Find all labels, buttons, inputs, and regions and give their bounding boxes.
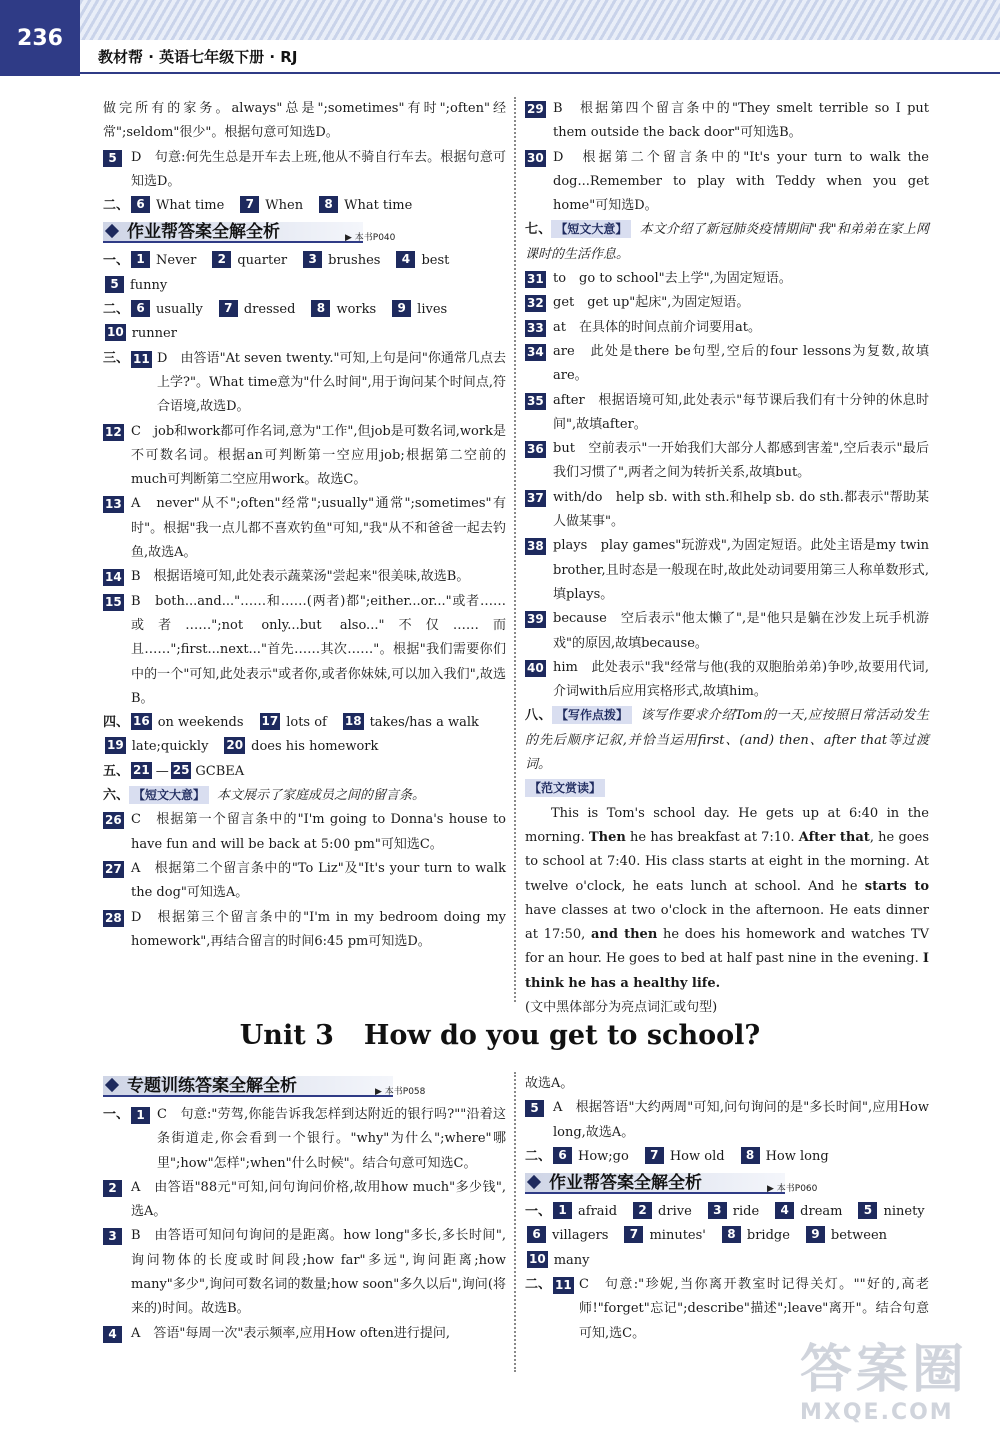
section-bar — [525, 1171, 929, 1196]
answer-word: runner — [131, 326, 177, 342]
bar-title: 作业帮答案全解全析 — [549, 1173, 702, 1194]
fill-answer — [222, 735, 386, 759]
answer-text: A 根据答语"大约两周"可知,问句询问的是"多长时间",应用How long,故选A。 — [553, 1100, 929, 1140]
answer-text: B both...and..."……和……(两者)都";either...or..."或者……或者……";not only...but also..."不仅……而且……";first...next..."首先……其次……"。根据"我们需要你们中的一个"可知,此处表示"或者你,或者你妹妹,可以加入我们",故选B。 — [131, 593, 506, 706]
question-number: 20 — [226, 738, 244, 753]
fill-row — [525, 1145, 929, 1169]
left-column-top — [103, 97, 506, 954]
fill-answer — [238, 194, 311, 218]
question-number: 6 — [553, 1147, 572, 1164]
fill-answer — [301, 249, 388, 273]
question-number: 5 — [103, 150, 122, 167]
answer-item — [525, 656, 929, 705]
question-number: 8 — [319, 196, 338, 213]
bar-title: 专题训练答案全解全析 — [127, 1076, 297, 1096]
question-number: 1 — [131, 1107, 150, 1124]
highlight-phrase: After that — [798, 829, 870, 845]
column-divider-bottom — [514, 1072, 516, 1372]
essay-heading — [525, 777, 929, 801]
answer-item — [103, 906, 506, 955]
question-number: 2 — [212, 251, 231, 268]
fill-row — [103, 194, 506, 218]
question-number: 13 — [105, 497, 122, 512]
summary-tag: 【短文大意】 — [551, 220, 631, 238]
answer-item — [103, 97, 506, 146]
question-number: 39 — [527, 612, 544, 627]
answer-word: villagers — [552, 1228, 609, 1244]
question-number: 11 — [555, 1278, 572, 1293]
fill-answer — [129, 711, 252, 735]
summary-text: 本文展示了家庭成员之间的留言条。 — [217, 788, 426, 804]
answer-word: best — [421, 253, 450, 269]
answer-item — [525, 291, 929, 315]
question-number: 40 — [527, 660, 544, 675]
fill-answer — [129, 249, 204, 273]
summary-tag: 【短文大意】 — [129, 786, 209, 804]
answer-word: ride — [732, 1204, 760, 1220]
answer-word: drive — [658, 1204, 692, 1220]
answer-word: How long — [765, 1148, 829, 1164]
right-column-top — [525, 97, 929, 1020]
book-title: 教材帮 · 英语七年级下册 · RJ — [98, 48, 298, 66]
answer-item — [103, 857, 506, 906]
bar-ref: ▶ 本书P040 — [345, 233, 396, 244]
answer-word: ninety — [883, 1204, 925, 1220]
question-number: 1 — [553, 1202, 572, 1219]
question-number: 8 — [741, 1147, 760, 1164]
answer-item — [103, 1103, 506, 1176]
question-number: 4 — [396, 251, 415, 268]
answer-word: bridge — [746, 1228, 790, 1244]
section-number: 四、 — [103, 715, 130, 731]
fill-row — [103, 298, 506, 322]
fill-answer — [394, 249, 457, 273]
answer-word: dressed — [243, 302, 296, 318]
answer-word: What time — [156, 198, 225, 214]
answer-item — [525, 1096, 929, 1145]
answer-item — [525, 97, 929, 146]
question-number: 37 — [527, 490, 544, 505]
highlight-phrase: Then — [588, 829, 626, 845]
answer-item — [103, 492, 506, 565]
answer-word: GCBEA — [195, 763, 245, 779]
section-number: 七、 — [525, 222, 552, 238]
fill-answer — [309, 298, 384, 322]
highlight-phrase: I think he has a healthy life. — [525, 951, 929, 991]
answer-word: funny — [130, 277, 168, 293]
question-number: 3 — [303, 251, 322, 268]
answer-text: C 句意:"劳驾,你能告诉我怎样到达附近的银行吗?""沿着这条街道走,你会看到一个银行。"why"为什么";where"哪里";how"怎样";when"什么时候"。结合句意可知选C。 — [157, 1107, 506, 1171]
highlight-phrase: starts to — [864, 878, 929, 894]
answer-word: quarter — [237, 253, 288, 269]
header-decoration — [80, 0, 1000, 40]
writing-guide-text: 该写作要求介绍Tom的一天,应按照日常活动发生的先后顺序记叙,并恰当运用first、(and) then、after that等过渡词。 — [525, 708, 929, 773]
answer-item — [103, 565, 506, 589]
essay-text: , he goes to school at 7:40. His class starts at eight in the morning. At twelve o'clock, he eats lunch at school. And he — [525, 829, 929, 894]
answer-item — [525, 607, 929, 656]
question-number: 4 — [103, 1326, 122, 1343]
answer-item — [103, 420, 506, 493]
answer-text: C 根据第一个留言条中的"I'm going to Donna's house to have fun and will be back at 5:00 pm"可知选C。 — [131, 812, 506, 852]
question-number: 31 — [527, 272, 544, 287]
header-rule — [80, 72, 1000, 74]
fill-answer — [706, 1200, 767, 1224]
answer-text: D 根据第三个留言条中的"I'm in my bedroom doing my homework",再结合留言的时间6:45 pm可知选D。 — [131, 909, 506, 949]
passage-summary — [103, 784, 506, 808]
answer-word: brushes — [328, 253, 381, 269]
essay-tag: 【范文赏读】 — [525, 779, 605, 797]
fill-answer — [129, 298, 211, 322]
fill-answer — [551, 1145, 637, 1169]
essay-text: This is Tom's school day. He gets up at 6:40 in the morning. — [525, 805, 929, 845]
question-number: 28 — [105, 910, 122, 925]
question-number: 5 — [858, 1202, 877, 1219]
question-number: 34 — [527, 344, 544, 359]
question-number: 7 — [624, 1226, 643, 1243]
question-number: 35 — [527, 393, 544, 408]
essay-note: (文中黑体部分为亮点词汇或句型) — [525, 999, 718, 1015]
fill-answer — [804, 1224, 895, 1248]
unit-heading: How do you get to school? — [363, 1020, 761, 1051]
question-number: 2 — [103, 1180, 122, 1197]
answer-item — [103, 347, 506, 420]
section-number: 一、 — [525, 1204, 552, 1220]
unit-title — [0, 1020, 1000, 1051]
answer-word: late;quickly — [131, 739, 209, 755]
answer-text: but 空前表示"一开始我们大部分人都感到害羞",空后表示"最后我们习惯了",两者之间为转折关系,故填but。 — [553, 441, 929, 481]
section-number: 二、 — [525, 1277, 552, 1293]
answer-item — [103, 1176, 506, 1225]
question-number: 6 — [131, 300, 150, 317]
fill-answer — [103, 274, 175, 298]
answer-text: A 根据第二个留言条中的"To Liz"及"It's your turn to walk the dog"可知选A。 — [131, 860, 506, 901]
highlight-phrase: and then — [591, 927, 658, 943]
answer-word: takes/has a walk — [369, 715, 479, 731]
answer-word: works — [336, 302, 377, 318]
question-number: 16 — [133, 714, 150, 729]
fill-row — [103, 249, 506, 273]
answer-item — [525, 1072, 929, 1096]
section-number: 三、 — [103, 350, 130, 366]
question-number: 17 — [261, 714, 279, 729]
answer-text: get get up"起床",为固定短语。 — [553, 295, 750, 311]
question-number: 7 — [645, 1147, 664, 1164]
answer-text: with/do help sb. with sth.和help sb. do sth.都表示"帮助某人做某事"。 — [553, 489, 929, 530]
section-bar — [103, 220, 506, 245]
fill-answer — [525, 1224, 616, 1248]
answer-item — [525, 340, 929, 389]
answer-text: D 由答语"At seven twenty."可知,上句是问"你通常几点去上学?"。What time意为"什么时间",用于询问某个时间点,符合语境,故选D。 — [157, 350, 506, 415]
question-number: 12 — [105, 424, 122, 439]
fill-answer — [258, 711, 335, 735]
answer-word: How;go — [578, 1148, 629, 1164]
answer-text: at 在具体的时间点前介词要用at。 — [553, 319, 761, 335]
answer-item — [103, 146, 506, 195]
answer-item — [525, 267, 929, 291]
answer-item — [525, 146, 929, 219]
fill-answer — [103, 322, 185, 346]
question-number: 7 — [240, 196, 259, 213]
question-number: 14 — [105, 570, 122, 585]
answer-word: between — [830, 1228, 888, 1244]
question-number: 30 — [527, 150, 544, 165]
writing-guide — [525, 704, 929, 777]
section-number: 二、 — [103, 302, 130, 318]
answer-word: Never — [156, 253, 197, 269]
answer-item — [103, 808, 506, 857]
answer-text: C job和work都可作名词,意为"工作",但job是可数名词,work是不可数名词。根据an可判断第一空应用job;根据第二空前的much可判断第二空应用work。故选C。 — [131, 423, 506, 488]
fill-answer — [773, 1200, 850, 1224]
bar-ref: ▶ 本书P060 — [767, 1184, 818, 1195]
section-number: 一、 — [103, 253, 130, 269]
answer-word: many — [553, 1252, 590, 1268]
summary-text: 本文介绍了新冠肺炎疫情期间"我"和弟弟在家上网课时的生活作息。 — [525, 222, 929, 262]
essay-text: he has breakfast at 7:10. — [625, 829, 799, 845]
section-number: 八、 — [525, 708, 552, 724]
question-number: 2 — [633, 1202, 652, 1219]
left-column-bottom — [103, 1072, 506, 1346]
question-number: 5 — [105, 276, 124, 293]
question-number: 15 — [105, 594, 122, 609]
question-number: 3 — [103, 1228, 122, 1245]
fill-row — [103, 711, 506, 735]
fill-answer — [210, 249, 295, 273]
answer-text: are 此处是there be句型,空后的four lessons为复数,故填are。 — [553, 343, 929, 384]
question-number: 8 — [722, 1226, 741, 1243]
fill-answer — [631, 1200, 700, 1224]
bar-title: 作业帮答案全解全析 — [127, 222, 280, 243]
question-number: 5 — [525, 1100, 544, 1117]
question-number: 10 — [529, 1251, 546, 1266]
question-number: 10 — [107, 325, 124, 340]
right-column-bottom — [525, 1072, 929, 1346]
fill-row-range — [103, 760, 506, 784]
question-number: 9 — [392, 300, 411, 317]
question-number: 7 — [219, 300, 238, 317]
answer-word: When — [265, 198, 304, 214]
answer-item — [525, 1273, 929, 1346]
answer-word: What time — [344, 198, 413, 214]
bar-ref: ▶ 本书P058 — [375, 1087, 426, 1097]
answer-word: on weekends — [157, 715, 244, 731]
fill-row — [103, 322, 506, 346]
model-essay — [525, 802, 929, 996]
fill-answer — [525, 1249, 598, 1273]
question-number: 32 — [527, 296, 544, 311]
answer-word: does his homework — [251, 739, 379, 755]
section-number: 六、 — [103, 788, 130, 804]
question-number: 25 — [172, 762, 190, 777]
essay-text: have classes at two o'clock in the afternoon. He eats dinner at 17:50, — [525, 902, 929, 943]
fill-answer — [103, 735, 216, 759]
answer-word: afraid — [578, 1204, 618, 1220]
question-number: 38 — [527, 539, 544, 554]
range-dash: — — [155, 763, 169, 779]
watermark-url: MXQE.COM — [800, 1400, 954, 1425]
page-number: 236 — [0, 0, 80, 76]
answer-text: C 句意:"珍妮,当你离开教室时记得关灯。""好的,高老师!"forget"忘记";describe"描述";leave"离开"。结合句意可知,选C。 — [579, 1277, 929, 1341]
answer-word: How old — [669, 1148, 725, 1164]
answer-item — [525, 316, 929, 340]
question-number: 8 — [311, 300, 330, 317]
passage-summary — [525, 218, 929, 267]
question-number: 19 — [107, 738, 124, 753]
section-number: 二、 — [103, 198, 130, 214]
answer-text: A 答语"每周一次"表示频率,应用How often进行提问, — [131, 1325, 450, 1341]
fill-answer — [856, 1200, 932, 1224]
fill-answer — [622, 1224, 713, 1248]
answer-item — [525, 486, 929, 535]
question-number: 21 — [133, 762, 150, 777]
page-header — [0, 0, 1000, 76]
section-number: 五、 — [103, 763, 130, 779]
answer-text: after 根据语境可知,此处表示"每节课后我们有十分钟的休息时间",故填after。 — [553, 392, 929, 432]
question-number: 26 — [105, 813, 122, 828]
fill-row — [525, 1200, 929, 1224]
answer-item — [103, 1224, 506, 1321]
question-number: 6 — [131, 196, 150, 213]
answer-text: B 根据语境可知,此处表示蔬菜汤"尝起来"很美味,故选B。 — [131, 569, 470, 585]
answer-text: D 句意:何先生总是开车去上班,他从不骑自行车去。根据句意可知选D。 — [131, 149, 506, 189]
fill-row — [525, 1224, 929, 1248]
section-number: 一、 — [103, 1107, 130, 1122]
fill-answer — [643, 1145, 733, 1169]
watermark-text: 答案圈 — [800, 1340, 969, 1400]
column-divider-top — [514, 97, 516, 1002]
answer-item — [525, 389, 929, 438]
answer-text: 做完所有的家务。always"总是";sometimes"有时";often"经常";seldom"很少"。根据句意可知选D。 — [103, 101, 506, 141]
fill-answer — [317, 194, 420, 218]
fill-row — [103, 735, 506, 759]
answer-text: A 由答语"88元"可知,问句询问价格,故用how much"多少钱",选A。 — [131, 1179, 506, 1220]
answer-item — [103, 590, 506, 711]
question-number: 11 — [133, 351, 150, 366]
fill-answer — [217, 298, 304, 322]
answer-text: D 根据第二个留言条中的"It's your turn to walk the dog...Remember to play with Teddy when you get home"可知选D。 — [553, 149, 929, 214]
fill-row — [103, 274, 506, 298]
answer-text: 故选A。 — [525, 1076, 574, 1091]
answer-text: because 空后表示"他太懒了",是"他只是躺在沙发上玩手机游戏"的原因,故填because。 — [553, 611, 929, 651]
answer-item — [525, 534, 929, 607]
fill-answer — [390, 298, 455, 322]
question-number: 18 — [344, 714, 362, 729]
answer-word: usually — [156, 302, 203, 318]
question-number: 27 — [105, 861, 122, 876]
fill-row — [525, 1249, 929, 1273]
fill-answer — [341, 711, 487, 735]
answer-text: A never"从不";often"经常";usually"通常";sometimes"有时"。根据"我一点儿都不喜欢钓鱼"可知,"我"从不和爸爸一起去钓鱼,故选A。 — [131, 496, 506, 561]
section-bar — [103, 1074, 506, 1099]
watermark-logo — [800, 1340, 990, 1440]
answer-text: B 由答语可知问句询问的是距离。how long"多长,多长时间",询问物体的长度或时间段;how far"多远",询问距离;how many"多少",询问可数名词的数量;how soon"多久以后",询问(将来的)时间。故选B。 — [131, 1228, 506, 1317]
answer-word: lots of — [286, 715, 327, 731]
answer-word: dream — [800, 1204, 843, 1220]
question-number: 29 — [527, 102, 544, 116]
answer-text: B 根据第四个留言条中的"They smelt terrible so I put them outside the back door"可知选B。 — [553, 101, 929, 141]
question-number: 6 — [527, 1226, 546, 1243]
essay-text: he does his homework and watches TV for an hour. He goes to bed at half past nine in the evening. — [525, 927, 929, 967]
unit-label: Unit 3 — [239, 1020, 334, 1051]
fill-answer — [551, 1200, 625, 1224]
question-number: 33 — [527, 320, 544, 335]
question-number: 4 — [775, 1202, 794, 1219]
fill-answer — [739, 1145, 837, 1169]
answer-text: to go to school"去上学",为固定短语。 — [553, 271, 792, 287]
answer-text: plays play games"玩游戏",为固定短语。此处主语是my twin brother,且时态是一般现在时,故此处动词要用第三人称单数形式,填plays。 — [553, 538, 929, 602]
answer-word: lives — [417, 302, 448, 318]
question-number: 9 — [806, 1226, 825, 1243]
section-number: 二、 — [525, 1148, 552, 1164]
answer-item — [525, 437, 929, 486]
answer-text: him 此处表示"我"经常与他(我的双胞胎弟弟)争吵,故要用代词,介词with后应用宾格形式,故填him。 — [553, 659, 929, 700]
writing-tag: 【写作点拨】 — [552, 706, 632, 724]
question-number: 3 — [708, 1202, 727, 1219]
question-number: 36 — [527, 442, 544, 457]
fill-answer — [129, 194, 232, 218]
answer-word: minutes' — [649, 1228, 706, 1244]
question-number: 1 — [131, 251, 150, 268]
fill-answer — [720, 1224, 798, 1248]
answer-item — [103, 1322, 506, 1346]
